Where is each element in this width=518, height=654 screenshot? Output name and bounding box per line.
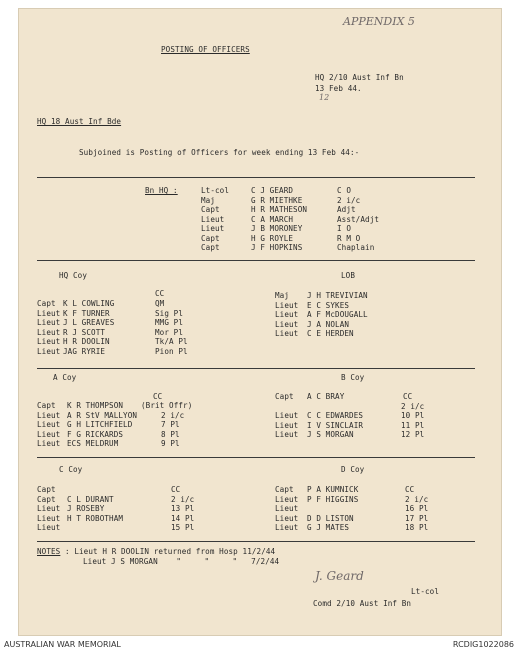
d-coy-title: D Coy: [341, 465, 365, 474]
from-unit: HQ 2/10 Aust Inf Bn: [315, 73, 404, 82]
list-item: Lieut K F TURNER Sig Pl: [37, 308, 184, 318]
list-item: Lieut E C SYKES: [275, 300, 350, 310]
list-item: Lieut I V SINCLAIR 11 Pl: [275, 420, 425, 430]
list-item: Lieut D D LISTON 17 Pl: [275, 513, 429, 523]
document-title: POSTING OF OFFICERS: [161, 45, 250, 54]
a-coy-cc-label: CC: [153, 392, 163, 401]
document-date: 13 Feb 44.: [315, 84, 362, 93]
a-coy-list: [37, 401, 257, 449]
lob-list: [275, 291, 475, 339]
list-item: Lieut G H LITCHFIELD 7 Pl: [37, 420, 180, 429]
addressee: HQ 18 Aust Inf Bde: [37, 117, 122, 126]
list-item: Capt K R THOMPSON (Brit Offr): [37, 401, 193, 410]
bn-hq-list: [201, 186, 441, 253]
list-item: Lieut C A MARCH Asst/Adjt: [201, 214, 380, 224]
list-item: Capt H R MATHESON Adjt: [201, 205, 356, 214]
hq-coy-list: [37, 299, 237, 356]
list-item: Lieut P F HIGGINS 2 i/c: [275, 494, 429, 504]
list-item: Lieut J A NOLAN: [275, 319, 350, 329]
archive-footer: [0, 638, 518, 654]
d-coy-list: [275, 485, 485, 533]
c-coy-list: [37, 485, 257, 533]
list-item: Lieut J S MORGAN 12 Pl: [275, 430, 425, 439]
list-item: Lieut H T ROBOTHAM 14 Pl: [37, 513, 195, 523]
list-item: Capt C L DURANT 2 i/c: [37, 494, 195, 504]
hq-coy-title: HQ Coy: [59, 271, 88, 280]
list-item: Lieut R J SCOTT Mor Pl: [37, 327, 184, 337]
list-item: Lieut 16 Pl: [275, 504, 429, 513]
divider: [37, 260, 475, 261]
list-item: Lt-col C J GEARD C O: [201, 186, 352, 195]
lob-title: LOB: [341, 271, 356, 280]
list-item: Capt H G ROYLE R M O: [201, 233, 361, 243]
page-number-annotation: 12: [319, 93, 330, 102]
archive-id: RCDIG1022086: [452, 640, 514, 649]
notes-line-2: Lieut J S MORGAN " " " 7/2/44: [83, 557, 280, 566]
archive-name: AUSTRALIAN WAR MEMORIAL: [4, 640, 121, 649]
list-item: Maj G R MIETHKE 2 i/c: [201, 195, 361, 205]
divider: [37, 177, 475, 178]
list-item: Lieut J ROSEBY 13 Pl: [37, 504, 195, 513]
b-coy-list: [275, 392, 485, 440]
b-coy-title: B Coy: [341, 373, 365, 382]
signature: J. Geard: [315, 569, 364, 583]
list-item: Lieut 15 Pl: [37, 523, 195, 532]
list-item: Lieut C E HERDEN: [275, 329, 354, 338]
list-item: Lieut A F McDOUGALL: [275, 310, 368, 319]
signatory-rank: Lt-col: [411, 587, 440, 596]
c-coy-title: C Coy: [59, 465, 83, 474]
divider: [37, 541, 475, 542]
document-page: [18, 8, 502, 636]
list-item: Lieut ECS MELDRUM 9 Pl: [37, 439, 180, 448]
list-item: Lieut H R DOOLIN Tk/A Pl: [37, 337, 188, 346]
appendix-annotation: APPENDIX 5: [343, 15, 415, 28]
a-coy-title: A Coy: [53, 373, 77, 382]
list-item: Lieut C C EDWARDES 10 Pl: [275, 411, 425, 420]
list-item: 2 i/c: [401, 401, 425, 411]
list-item: Lieut JAG RYRIE Pion Pl: [37, 346, 188, 356]
divider: [37, 368, 475, 369]
list-item: Capt J F HOPKINS Chaplain: [201, 243, 375, 252]
list-item: Maj J H TREVIVIAN: [275, 291, 368, 300]
list-item: Lieut A R StV MALLYON 2 i/c: [37, 410, 185, 420]
list-item: Capt A C BRAY CC: [275, 392, 413, 401]
notes-line-1: : Lieut H R DOOLIN returned from Hosp 11/2/44: [65, 547, 276, 556]
bn-hq-label: Bn HQ :: [145, 186, 178, 195]
notes-label: NOTES: [37, 547, 61, 556]
list-item: Capt K L COWLING QM: [37, 299, 165, 308]
intro-text: Subjoined is Posting of Officers for week ending 13 Feb 44:-: [79, 148, 360, 157]
list-item: Capt P A KUMNICK CC: [275, 485, 415, 494]
list-item: Lieut F G RICKARDS 8 Pl: [37, 429, 180, 439]
list-item: Capt CC: [37, 485, 181, 494]
list-item: Lieut G J MATES 18 Pl: [275, 523, 429, 532]
divider: [37, 457, 475, 458]
list-item: Lieut J L GREAVES MMG Pl: [37, 318, 184, 327]
signatory-line: Comd 2/10 Aust Inf Bn: [313, 599, 412, 608]
hq-coy-cc-label: CC: [155, 289, 165, 298]
list-item: Lieut J B MORONEY I O: [201, 224, 352, 233]
